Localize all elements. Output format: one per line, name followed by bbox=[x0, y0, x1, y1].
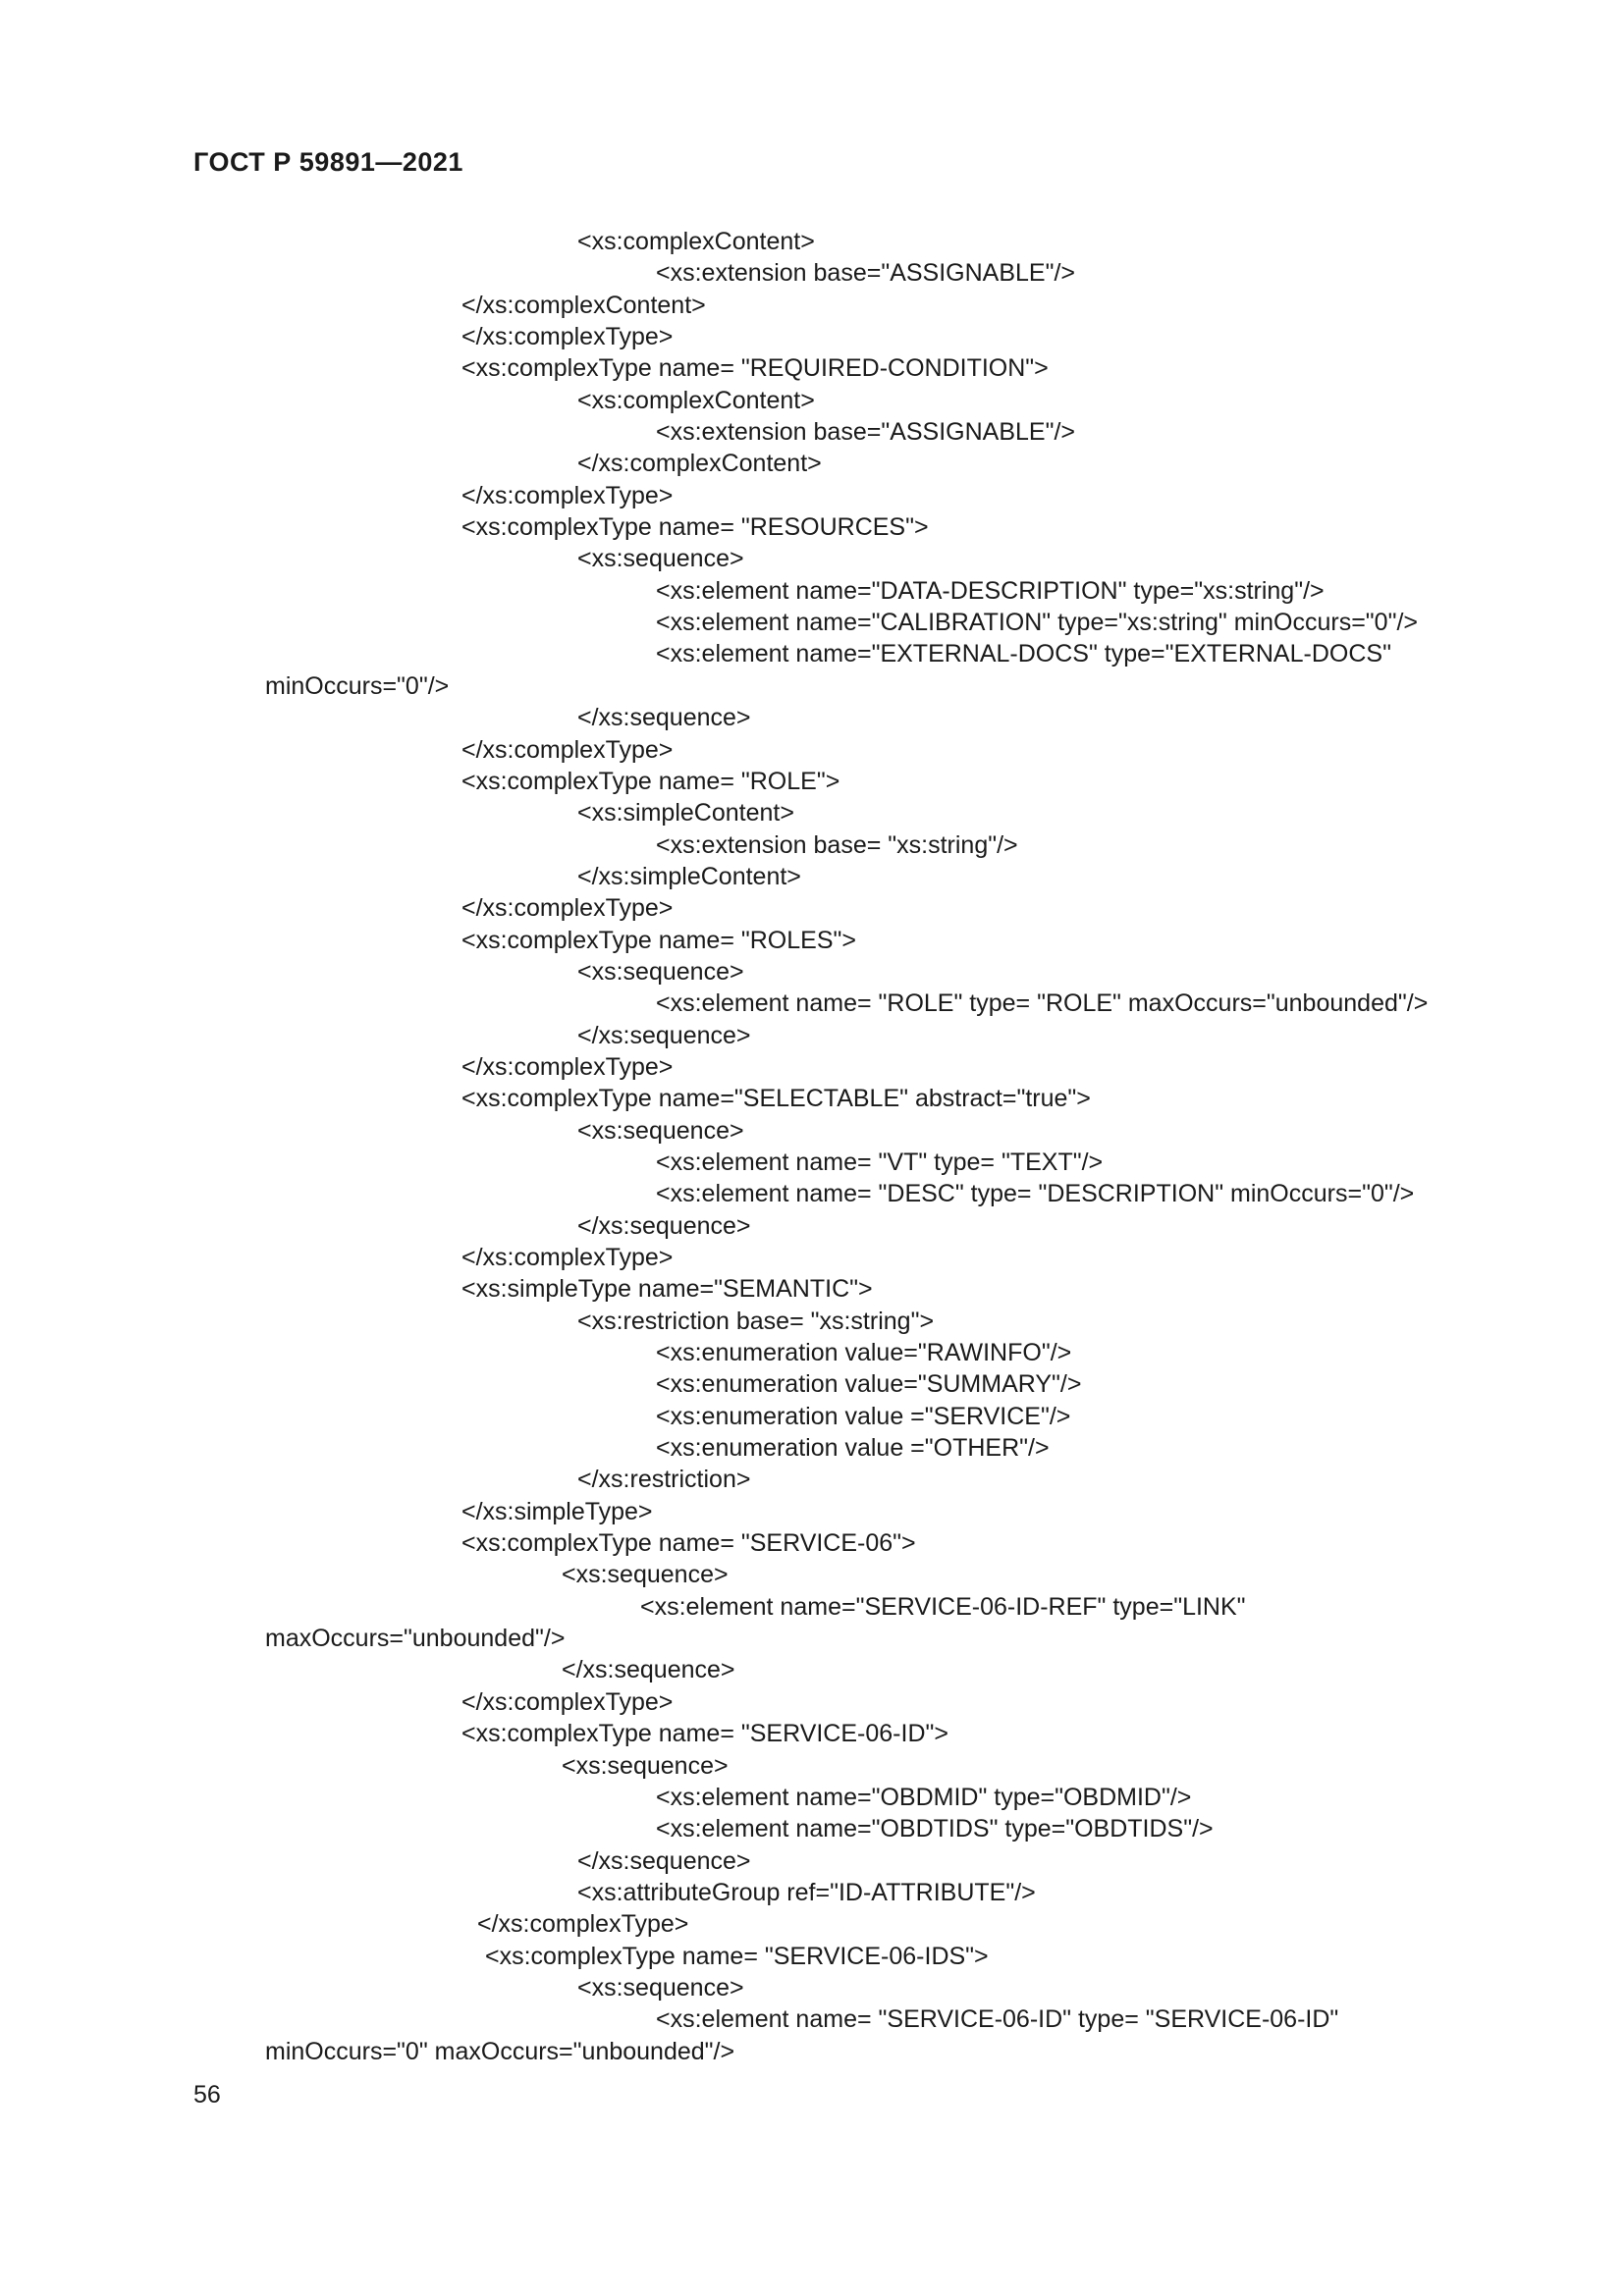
code-line bbox=[0, 1686, 1624, 1718]
code-line-text: </xs:restriction> bbox=[577, 1466, 751, 1494]
code-line-text: <xs:extension base="ASSIGNABLE"/> bbox=[656, 418, 1076, 447]
code-line bbox=[0, 1464, 1624, 1495]
code-line bbox=[0, 1559, 1624, 1590]
code-line-text: <xs:complexType name= "SERVICE-06"> bbox=[461, 1529, 916, 1558]
code-line bbox=[0, 1782, 1624, 1813]
code-line bbox=[0, 1337, 1624, 1368]
code-line-text: </xs:sequence> bbox=[577, 1211, 751, 1240]
code-line bbox=[0, 1147, 1624, 1178]
code-line-text: </xs:sequence> bbox=[562, 1656, 735, 1684]
page-number: 56 bbox=[193, 2081, 221, 2109]
code-line bbox=[0, 1591, 1624, 1623]
code-line-text: <xs:complexType name= "SERVICE-06-ID"> bbox=[461, 1720, 948, 1748]
code-line bbox=[0, 766, 1624, 797]
code-line-text: </xs:complexType> bbox=[461, 894, 674, 923]
code-line-text: <xs:complexType name= "REQUIRED-CONDITION"> bbox=[461, 354, 1049, 383]
code-line-text: </xs:simpleContent> bbox=[577, 862, 801, 890]
code-line-text: </xs:complexType> bbox=[477, 1910, 689, 1939]
code-line bbox=[0, 448, 1624, 479]
code-line bbox=[0, 1115, 1624, 1147]
code-line-text: <xs:element name= "DESC" type= "DESCRIPTION" minOccurs="0"/> bbox=[656, 1180, 1415, 1208]
code-line bbox=[0, 480, 1624, 511]
code-line-text: </xs:complexType> bbox=[461, 323, 674, 351]
code-line-text: <xs:element name= "VT" type= "TEXT"/> bbox=[656, 1148, 1104, 1176]
code-line-text: <xs:element name="SERVICE-06-ID-REF" type="LINK" bbox=[640, 1592, 1246, 1621]
code-line-text: maxOccurs="unbounded"/> bbox=[265, 1625, 566, 1653]
code-line-text: <xs:element name="OBDTIDS" type="OBDTIDS"/> bbox=[656, 1815, 1214, 1843]
code-line bbox=[0, 1496, 1624, 1527]
code-line bbox=[0, 1020, 1624, 1051]
code-line bbox=[0, 2003, 1624, 2035]
code-line-text: <xs:complexType name= "ROLE"> bbox=[461, 767, 840, 795]
code-line bbox=[0, 511, 1624, 543]
code-line bbox=[0, 1941, 1624, 1972]
code-line bbox=[0, 416, 1624, 448]
code-line-text: <xs:sequence> bbox=[577, 1973, 744, 2002]
code-line-text: <xs:enumeration value ="SERVICE"/> bbox=[656, 1402, 1071, 1430]
code-line-text: <xs:complexType name= "ROLES"> bbox=[461, 926, 856, 954]
code-line bbox=[0, 1432, 1624, 1464]
code-line-text: <xs:extension base="ASSIGNABLE"/> bbox=[656, 259, 1076, 288]
code-line bbox=[0, 1877, 1624, 1908]
code-line bbox=[0, 892, 1624, 924]
code-line-text: <xs:element name="CALIBRATION" type="xs:string" minOccurs="0"/> bbox=[656, 609, 1418, 637]
code-line-text: <xs:enumeration value="SUMMARY"/> bbox=[656, 1370, 1082, 1399]
xml-schema-listing bbox=[0, 226, 1624, 2067]
code-line-text: <xs:element name="OBDMID" type="OBDMID"/> bbox=[656, 1783, 1192, 1811]
code-line bbox=[0, 1750, 1624, 1782]
code-line-text: <xs:simpleType name="SEMANTIC"> bbox=[461, 1275, 873, 1304]
code-line bbox=[0, 1972, 1624, 2003]
code-line-text: <xs:element name= "SERVICE-06-ID" type= "SERVICE-06-ID" bbox=[656, 2005, 1339, 2034]
code-line bbox=[0, 1306, 1624, 1337]
code-line bbox=[0, 734, 1624, 766]
code-line-text: <xs:sequence> bbox=[577, 1116, 744, 1145]
code-line-text: minOccurs="0" maxOccurs="unbounded"/> bbox=[265, 2037, 735, 2065]
code-line bbox=[0, 925, 1624, 956]
code-line bbox=[0, 1527, 1624, 1559]
code-line bbox=[0, 1083, 1624, 1114]
code-line-text: <xs:extension base= "xs:string"/> bbox=[656, 830, 1018, 859]
code-line-text: </xs:complexType> bbox=[461, 1244, 674, 1271]
code-line-text: </xs:complexContent> bbox=[577, 450, 822, 478]
code-line-text: <xs:element name="EXTERNAL-DOCS" type="EXTERNAL-DOCS" bbox=[656, 640, 1391, 668]
code-line bbox=[0, 543, 1624, 574]
code-line bbox=[0, 290, 1624, 321]
code-line bbox=[0, 385, 1624, 416]
code-line bbox=[0, 1908, 1624, 1940]
code-line bbox=[0, 321, 1624, 352]
code-line-text: <xs:sequence> bbox=[577, 957, 744, 986]
code-line bbox=[0, 1718, 1624, 1749]
code-line-text: </xs:simpleType> bbox=[461, 1497, 653, 1525]
code-line bbox=[0, 988, 1624, 1019]
code-line bbox=[0, 1401, 1624, 1432]
code-line-text: <xs:complexType name="SELECTABLE" abstract="true"> bbox=[461, 1085, 1091, 1113]
code-line-text: <xs:enumeration value="RAWINFO"/> bbox=[656, 1339, 1072, 1367]
code-line-text: minOccurs="0"/> bbox=[265, 671, 450, 700]
code-line-text: <xs:complexContent> bbox=[577, 228, 815, 255]
code-line-text: </xs:sequence> bbox=[577, 1846, 751, 1875]
code-line bbox=[0, 1813, 1624, 1844]
code-line-text: <xs:complexType name= "RESOURCES"> bbox=[461, 513, 929, 542]
code-line bbox=[0, 829, 1624, 861]
code-line bbox=[0, 1178, 1624, 1209]
code-line-text: <xs:sequence> bbox=[577, 545, 744, 573]
code-line bbox=[0, 257, 1624, 289]
code-line bbox=[0, 797, 1624, 828]
code-line-text: <xs:sequence> bbox=[562, 1561, 729, 1589]
code-line bbox=[0, 956, 1624, 988]
code-line bbox=[0, 702, 1624, 733]
standard-header: ГОСТ Р 59891—2021 bbox=[193, 147, 463, 177]
code-line bbox=[0, 1845, 1624, 1877]
code-line-text: </xs:complexType> bbox=[461, 735, 674, 764]
code-line-text: <xs:attributeGroup ref="ID-ATTRIBUTE"/> bbox=[577, 1878, 1036, 1906]
code-line-text: </xs:complexType> bbox=[461, 1052, 674, 1081]
code-line bbox=[0, 2036, 1624, 2067]
code-line bbox=[0, 1623, 1624, 1654]
code-line-text: <xs:element name= "ROLE" type= "ROLE" maxOccurs="unbounded"/> bbox=[656, 989, 1429, 1018]
code-line-text: <xs:simpleContent> bbox=[577, 799, 794, 828]
code-line bbox=[0, 1051, 1624, 1083]
code-line bbox=[0, 575, 1624, 607]
code-line-text: <xs:sequence> bbox=[562, 1751, 729, 1780]
code-line-text: <xs:complexContent> bbox=[577, 386, 815, 414]
code-line-text: <xs:restriction base= "xs:string"> bbox=[577, 1307, 935, 1335]
code-line-text: </xs:complexContent> bbox=[461, 291, 706, 319]
code-line-text: </xs:sequence> bbox=[577, 704, 751, 732]
code-line-text: <xs:enumeration value ="OTHER"/> bbox=[656, 1434, 1050, 1463]
code-line-text: </xs:sequence> bbox=[577, 1021, 751, 1049]
code-line bbox=[0, 1654, 1624, 1685]
code-line bbox=[0, 670, 1624, 702]
code-line bbox=[0, 607, 1624, 638]
code-line bbox=[0, 1368, 1624, 1400]
code-line-text: </xs:complexType> bbox=[461, 1687, 674, 1716]
code-line bbox=[0, 1242, 1624, 1273]
code-line-text: <xs:complexType name= "SERVICE-06-IDS"> bbox=[485, 1942, 989, 1970]
code-line bbox=[0, 638, 1624, 669]
code-line bbox=[0, 861, 1624, 892]
code-line bbox=[0, 1273, 1624, 1305]
code-line bbox=[0, 352, 1624, 384]
code-line-text: </xs:complexType> bbox=[461, 481, 674, 509]
code-line bbox=[0, 1210, 1624, 1242]
code-line-text: <xs:element name="DATA-DESCRIPTION" type="xs:string"/> bbox=[656, 576, 1325, 605]
code-line bbox=[0, 226, 1624, 257]
